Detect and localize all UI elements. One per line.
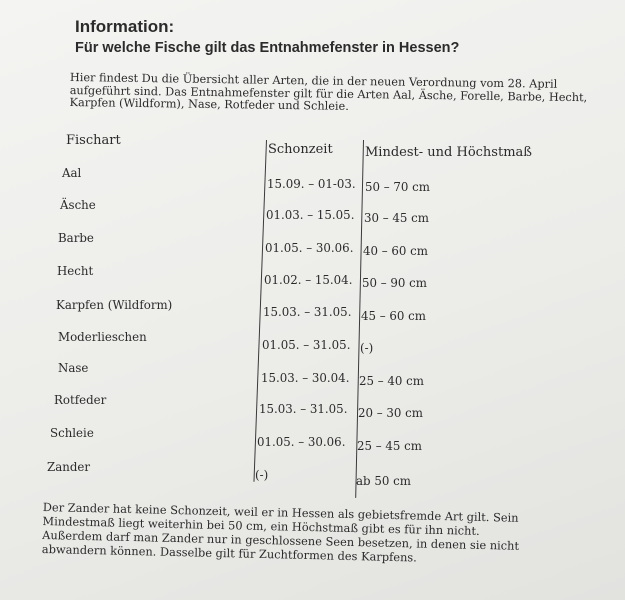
- fish-name-cell: Moderlieschen: [58, 330, 147, 344]
- size-limit-cell: ab 50 cm: [356, 474, 411, 488]
- closed-season-cell: 01.03. – 15.05.: [266, 208, 355, 222]
- size-limit-cell: (-): [360, 341, 374, 355]
- size-limit-cell: 40 – 60 cm: [363, 244, 428, 258]
- column-header-fischart: Fischart: [66, 133, 121, 148]
- size-limit-cell: 20 – 30 cm: [358, 406, 423, 420]
- fish-name-cell: Hecht: [57, 264, 94, 278]
- page-title: Information:: [75, 17, 175, 36]
- page-subtitle: Für welche Fische gilt das Entnahmefenster in Hessen?: [75, 40, 460, 56]
- fish-name-cell: Nase: [58, 361, 89, 375]
- fish-name-cell: Karpfen (Wildform): [56, 298, 173, 312]
- size-limit-cell: 50 – 70 cm: [365, 180, 430, 194]
- closed-season-cell: 01.05. – 31.05.: [262, 338, 351, 352]
- fish-name-cell: Rotfeder: [54, 393, 107, 407]
- closed-season-cell: 01.05. – 30.06.: [257, 435, 346, 449]
- closed-season-cell: 15.03. – 31.05.: [263, 305, 352, 319]
- size-limit-cell: 25 – 45 cm: [357, 439, 422, 453]
- closed-season-cell: 15.03. – 30.04.: [261, 371, 350, 385]
- closed-season-cell: (-): [255, 468, 269, 482]
- size-limit-cell: 30 – 45 cm: [364, 211, 429, 225]
- closed-season-cell: 01.05. – 30.06.: [265, 241, 354, 255]
- column-header-mass: Mindest- und Höchstmaß: [365, 145, 532, 160]
- column-header-schonzeit: Schonzeit: [268, 142, 333, 157]
- fish-name-cell: Barbe: [58, 231, 94, 245]
- intro-paragraph: Hier findest Du die Übersicht aller Arten, die in der neuen Verordnung vom 28. April aufgeführt sind. Das Entnahmefenster gilt für die Arten Aal, Äsche, Forelle, Barbe, Hecht, Karpfen (Wildform), Nase, Rotfeder und Schleie.: [69, 71, 588, 113]
- closed-season-cell: 01.02. – 15.04.: [264, 273, 353, 287]
- fish-name-cell: Zander: [47, 460, 90, 474]
- size-limit-cell: 50 – 90 cm: [362, 276, 427, 290]
- closing-paragraph: Der Zander hat keine Schonzeit, weil er in Hessen als gebietsfremde Art gilt. Sein Mindestmaß liegt weiterhin bei 50 cm, ein Höchstmaß gibt es für ihn nicht. Außerdem darf man Zander nur in geschlossene Seen besetzen, in denen sie nicht abwandern können. Dasselbe gilt für Zuchtformen des Karpfens.: [41, 500, 520, 565]
- size-limit-cell: 25 – 40 cm: [359, 374, 424, 388]
- size-limit-cell: 45 – 60 cm: [361, 309, 426, 323]
- fish-name-cell: Schleie: [50, 426, 94, 440]
- fish-name-cell: Äsche: [60, 198, 96, 212]
- closed-season-cell: 15.03. – 31.05.: [259, 402, 348, 416]
- fish-name-cell: Aal: [62, 166, 82, 180]
- closed-season-cell: 15.09. – 01-03.: [267, 177, 356, 191]
